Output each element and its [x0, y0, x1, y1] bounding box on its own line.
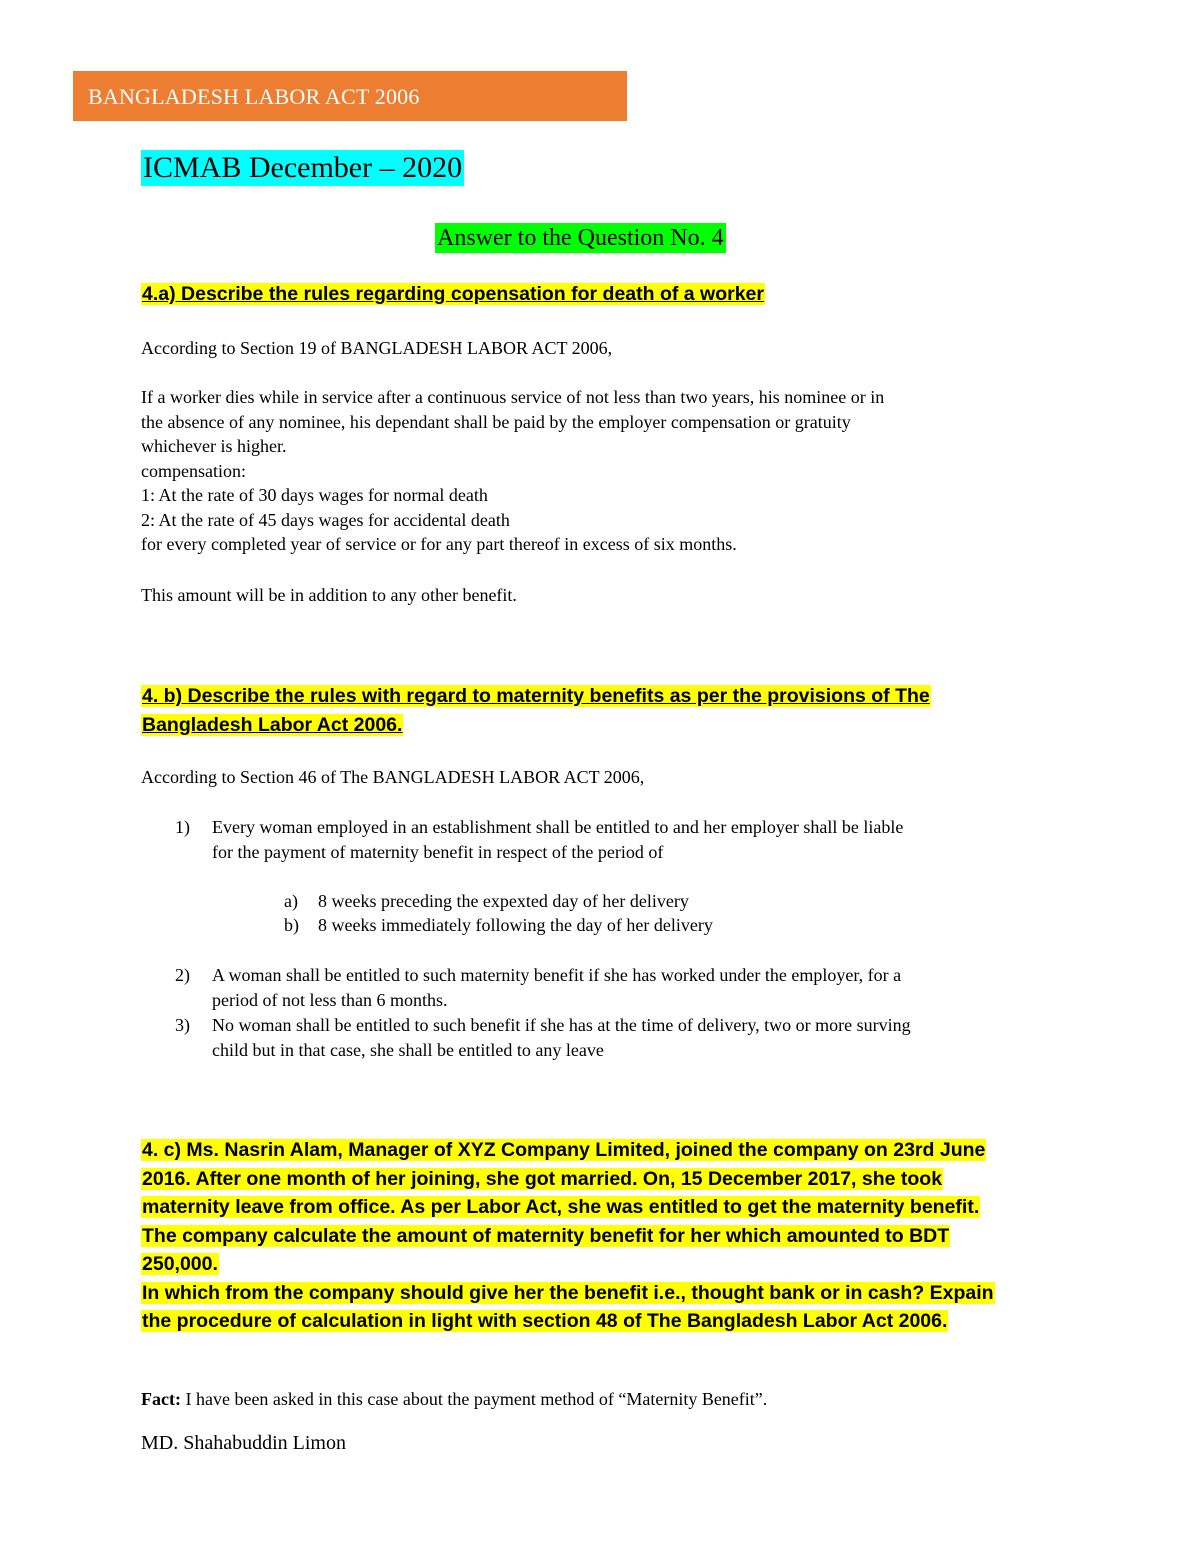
list-item-line: No woman shall be entitled to such benefit if she has at the time of delivery, two or more surving [212, 1015, 911, 1035]
section-a-closing: This amount will be in addition to any other benefit. [141, 585, 517, 605]
sub-item-letter: a) [284, 891, 298, 911]
section-b-intro: According to Section 46 of The BANGLADESH LABOR ACT 2006, [141, 767, 645, 787]
header-label: BANGLADESH LABOR ACT 2006 [88, 84, 420, 109]
section-a-line: 1: At the rate of 30 days wages for normal death [141, 485, 488, 505]
list-item-number: 3) [175, 1015, 190, 1035]
question-4a-heading [141, 280, 765, 309]
question-4c-line: maternity leave from office. As per Labor Act, she was entitled to get the maternity benefit. [142, 1196, 980, 1218]
fact-label: Fact: [141, 1389, 181, 1409]
section-a-line: the absence of any nominee, his dependant shall be paid by the employer compensation or gratuity [141, 411, 851, 432]
sub-item-letter: b) [284, 915, 299, 935]
question-4c-line: 2016. After one month of her joining, she got married. On, 15 December 2017, she took [142, 1167, 943, 1190]
question-4a-heading-text: 4.a) Describe the rules regarding copensation for death of a worker [142, 283, 764, 305]
question-4c-line: the procedure of calculation in light with section 48 of The Bangladesh Labor Act 2006. [142, 1310, 948, 1332]
fact-text: I have been asked in this case about the payment method of “Maternity Benefit”. [180, 1389, 768, 1409]
list-item-line: child but in that case, she shall be entitled to any leave [212, 1039, 604, 1060]
question-4b-heading [141, 682, 931, 739]
list-item-number: 2) [175, 965, 190, 985]
list-item-line: A woman shall be entitled to such maternity benefit if she has worked under the employer, for a [212, 965, 902, 985]
author-name: MD. Shahabuddin Limon [141, 1432, 346, 1454]
question-4b-heading-line: 4. b) Describe the rules with regard to maternity benefits as per the provisions of The [142, 685, 930, 707]
section-a-line: for every completed year of service or for any part thereof in excess of six months. [141, 534, 737, 554]
sub-item-text: 8 weeks immediately following the day of her delivery [318, 915, 713, 935]
document-title: ICMAB December – 2020 [143, 151, 463, 184]
document-subtitle: Answer to the Question No. 4 [437, 225, 724, 251]
list-item-line: for the payment of maternity benefit in respect of the period of [212, 841, 664, 862]
fact-paragraph [141, 1387, 767, 1412]
section-a-line: whichever is higher. [141, 436, 287, 456]
section-a-line: If a worker dies while in service after a continuous service of not less than two years, his nominee or in [141, 387, 885, 407]
question-4c-block [141, 1136, 995, 1336]
question-4c-line: 250,000. [142, 1253, 218, 1275]
list-item [212, 963, 901, 1012]
section-a-intro: According to Section 19 of BANGLADESH LABOR ACT 2006, [141, 338, 613, 358]
list-item-number: 1) [175, 817, 190, 837]
list-item-line: period of not less than 6 months. [212, 989, 448, 1010]
question-4c-line: 4. c) Ms. Nasrin Alam, Manager of XYZ Company Limited, joined the company on 23rd June [142, 1139, 986, 1161]
list-item-line: Every woman employed in an establishment shall be entitled to and her employer shall be liable [212, 817, 904, 837]
list-item [212, 1013, 911, 1062]
list-item [212, 815, 903, 864]
question-4c-line: In which from the company should give her the benefit i.e., thought bank or in cash? Expain [142, 1281, 994, 1304]
section-a-line: 2: At the rate of 45 days wages for accidental death [141, 509, 510, 530]
sub-item-text: 8 weeks preceding the expexted day of her delivery [318, 891, 689, 911]
section-a-body [141, 385, 884, 557]
section-a-line: compensation: [141, 460, 246, 481]
question-4b-heading-line: Bangladesh Labor Act 2006. [142, 713, 403, 736]
question-4c-line: The company calculate the amount of maternity benefit for her which amounted to BDT [142, 1224, 950, 1247]
